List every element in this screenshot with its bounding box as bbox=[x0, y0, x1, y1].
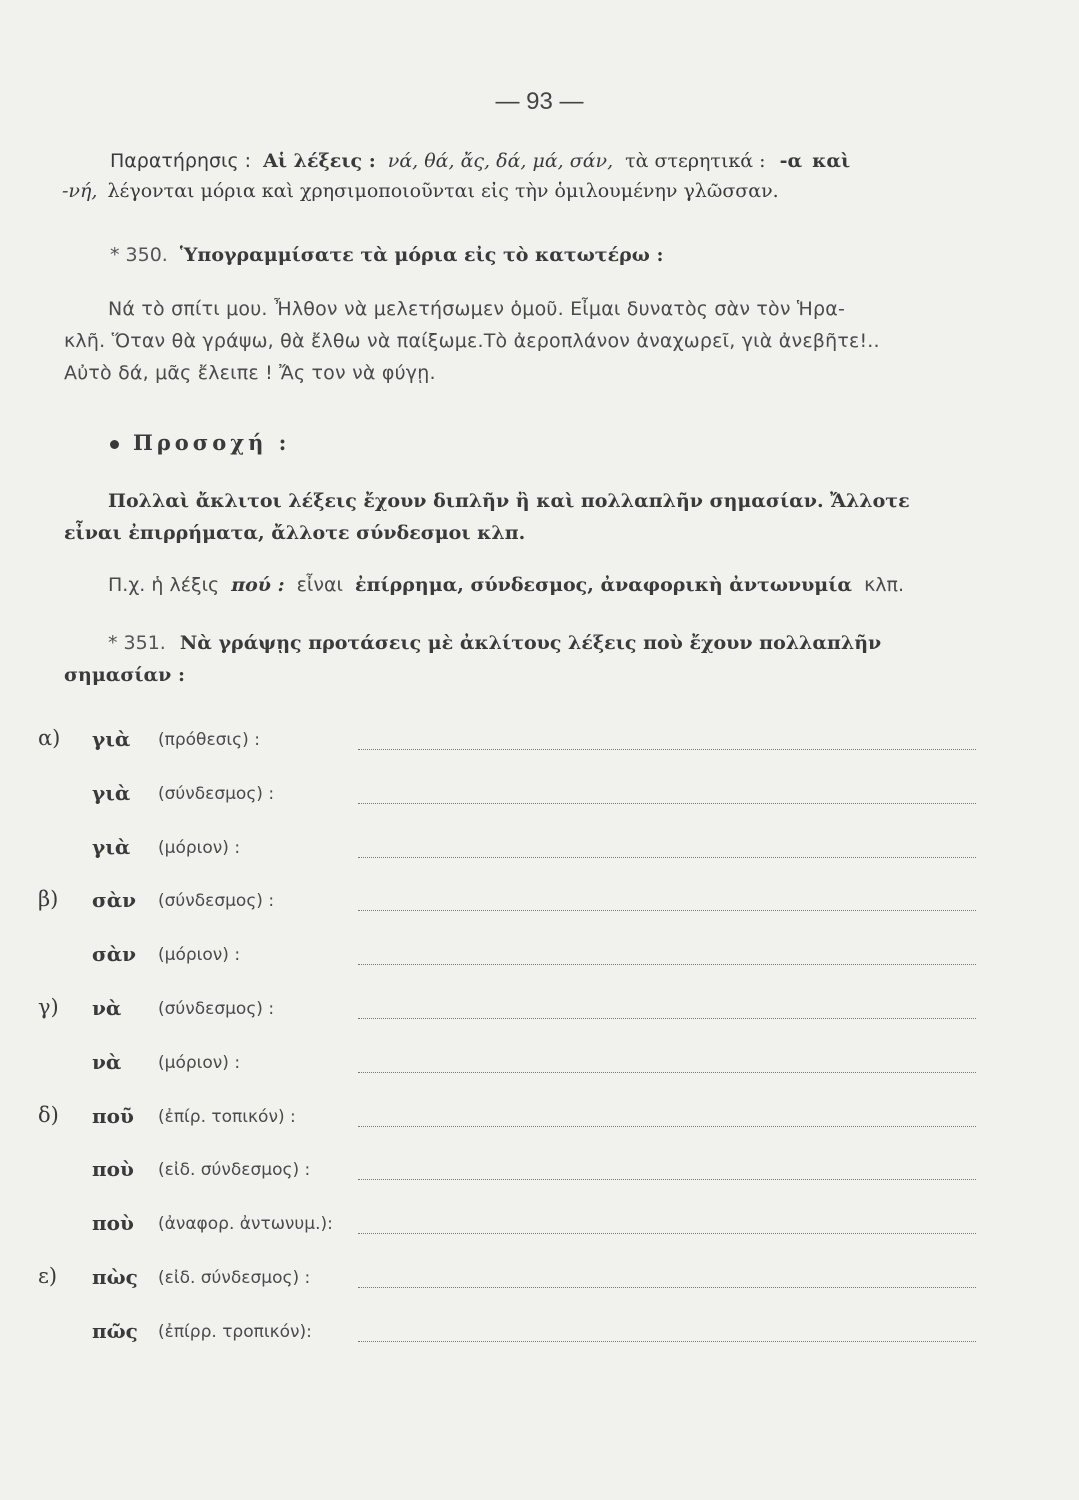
row-hint: (ἐπίρ. τοπικόν) : bbox=[158, 1107, 296, 1127]
row-word: πῶς bbox=[92, 1319, 138, 1343]
row-hint: (σύνδεσμος) : bbox=[158, 891, 275, 911]
exercise-351-heading bbox=[108, 632, 881, 654]
row-word: γιὰ bbox=[92, 835, 131, 859]
answer-line[interactable] bbox=[358, 964, 976, 965]
exercise-350-heading bbox=[110, 244, 663, 266]
row-hint: (εἰδ. σύνδεσμος) : bbox=[158, 1160, 311, 1180]
answer-line[interactable] bbox=[358, 749, 976, 750]
row-hint: (σύνδεσμος) : bbox=[158, 784, 275, 804]
row-letter: β) bbox=[38, 887, 59, 911]
remark-line-2 bbox=[62, 180, 779, 202]
attention-label: Προσοχή : bbox=[133, 430, 291, 455]
row-word: σὰν bbox=[92, 888, 137, 912]
example-mid: εἶναι bbox=[296, 574, 343, 596]
exercise-351-line-1: Νὰ γράψῃς προτάσεις μὲ ἀκλίτους λέξεις ποὺ ἔχουν πολλαπλῆν bbox=[179, 632, 882, 654]
row-word: ποῦ bbox=[92, 1104, 134, 1128]
row-hint: (μόριον) : bbox=[158, 838, 241, 858]
exercise-351-line-2: σημασίαν : bbox=[64, 664, 185, 686]
row-word: νὰ bbox=[92, 996, 122, 1020]
row-hint: (μόριον) : bbox=[158, 945, 241, 965]
answer-line[interactable] bbox=[358, 1018, 976, 1019]
row-word: νὰ bbox=[92, 1050, 122, 1074]
answer-line[interactable] bbox=[358, 1233, 976, 1234]
page-number: — 93 — bbox=[495, 88, 584, 115]
remark-rest: λέγονται μόρια καὶ χρησιμοποιοῦνται εἰς τὴν ὁμιλουμένην γλῶσσαν. bbox=[107, 180, 779, 202]
row-hint: (μόριον) : bbox=[158, 1053, 241, 1073]
answer-line[interactable] bbox=[358, 1179, 976, 1180]
attention-heading bbox=[110, 430, 290, 455]
row-letter: γ) bbox=[38, 995, 59, 1019]
remark-label: Παρατήρησις : bbox=[110, 150, 252, 172]
row-hint: (σύνδεσμος) : bbox=[158, 999, 275, 1019]
row-letter: δ) bbox=[38, 1103, 59, 1127]
remark-mid: τὰ στερητικά : bbox=[625, 150, 766, 172]
row-letter: α) bbox=[38, 726, 61, 750]
answer-line[interactable] bbox=[358, 1072, 976, 1073]
row-hint: (εἰδ. σύνδεσμος) : bbox=[158, 1268, 311, 1288]
exercise-350-line-2: κλῆ. Ὅταν θὰ γράψω, θὰ ἔλθω νὰ παίξωμε.Τὸ ἀεροπλάνον ἀναχωρεῖ, γιὰ ἀνεβῆτε!.. bbox=[64, 330, 880, 352]
remark-suffix-ni: -νή, bbox=[62, 180, 98, 202]
row-hint: (πρόθεσις) : bbox=[158, 730, 260, 750]
row-hint: (ἐπίρρ. τροπικόν): bbox=[158, 1322, 312, 1342]
exercise-350-line-3: Αὐτὸ δά, μᾶς ἔλειπε ! Ἄς τον νὰ φύγῃ. bbox=[64, 362, 436, 384]
row-letter: ε) bbox=[38, 1264, 58, 1288]
attention-line-2: εἶναι ἐπιρρήματα, ἄλλοτε σύνδεσμοι κλπ. bbox=[64, 522, 526, 544]
answer-line[interactable] bbox=[358, 910, 976, 911]
row-hint: (ἀναφορ. ἀντωνυμ.): bbox=[158, 1214, 333, 1234]
answer-line[interactable] bbox=[358, 1341, 976, 1342]
remark-suffix-a: -α bbox=[779, 150, 803, 172]
row-word: πὼς bbox=[92, 1265, 138, 1289]
answer-line[interactable] bbox=[358, 803, 976, 804]
exercise-351-number: * 351. bbox=[108, 632, 166, 654]
attention-example bbox=[108, 574, 904, 596]
example-prefix: Π.χ. ἡ λέξις bbox=[108, 574, 220, 596]
exercise-350-title: Ὑπογραμμίσατε τὰ μόρια εἰς τὸ κατωτέρω : bbox=[179, 244, 664, 266]
attention-line-1: Πολλαὶ ἄκλιτοι λέξεις ἔχουν διπλῆν ἢ καὶ πολλαπλῆν σημασίαν. Ἄλλοτε bbox=[108, 490, 910, 512]
example-word: πού : bbox=[231, 574, 285, 596]
exercise-350-line-1: Νά τὸ σπίτι μου. Ἦλθον νὰ μελετήσωμεν ὁμοῦ. Εἶμαι δυνατὸς σὰν τὸν Ἡρα- bbox=[108, 298, 846, 320]
example-rest: ἐπίρρημα, σύνδεσμος, ἀναφορικὴ ἀντωνυμία bbox=[354, 574, 853, 596]
exercise-350-number: * 350. bbox=[110, 244, 168, 266]
answer-line[interactable] bbox=[358, 1126, 976, 1127]
remark-intro: Αἱ λέξεις : bbox=[263, 150, 376, 172]
remark-line-1 bbox=[110, 150, 850, 172]
row-word: γιὰ bbox=[92, 727, 131, 751]
answer-line[interactable] bbox=[358, 857, 976, 858]
remark-words: νά, θά, ἄς, δά, μά, σάν, bbox=[387, 150, 614, 172]
bullet-icon bbox=[110, 440, 119, 449]
answer-line[interactable] bbox=[358, 1287, 976, 1288]
row-word: γιὰ bbox=[92, 781, 131, 805]
row-word: ποὺ bbox=[92, 1157, 134, 1181]
row-word: σὰν bbox=[92, 942, 137, 966]
remark-kai: καὶ bbox=[812, 150, 851, 172]
row-word: ποὺ bbox=[92, 1211, 134, 1235]
example-end: κλπ. bbox=[864, 574, 904, 596]
